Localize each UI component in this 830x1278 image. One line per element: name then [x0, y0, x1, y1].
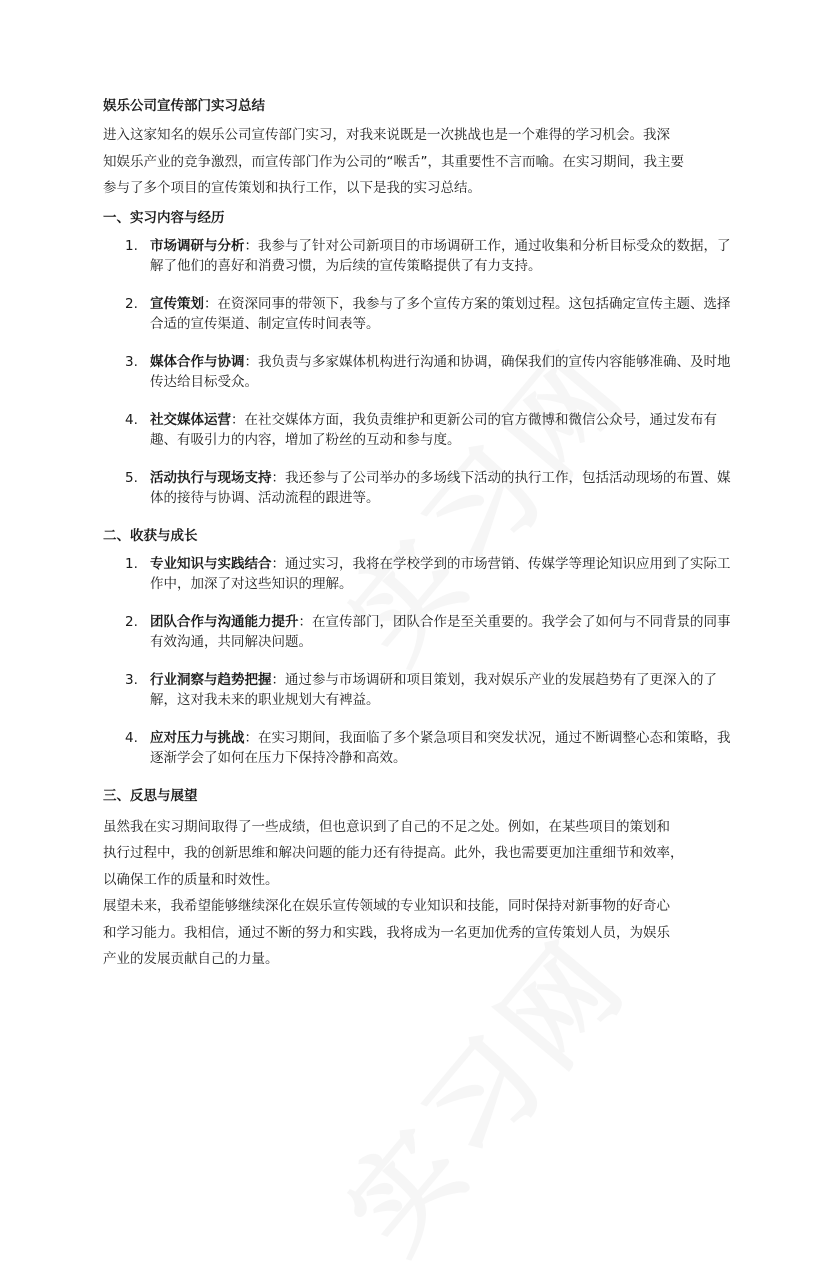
- document-page: [103, 96, 743, 973]
- item-separator: ：: [271, 671, 285, 688]
- outlook-paragraph: [103, 893, 743, 973]
- item-text: 在资深同事的带领下，我参与了多个宣传方案的策划过程。这包括确定宣传主题、选择合适的宣传渠道、制定宣传时间表等。: [150, 295, 731, 332]
- item-text: 我参与了针对公司新项目的市场调研工作，通过收集和分析目标受众的数据，了解了他们的喜好和消费习惯，为后续的宣传策略提供了有力支持。: [150, 237, 731, 274]
- item-label: 活动执行与现场支持: [150, 469, 272, 486]
- item-number: 4.: [125, 411, 138, 428]
- item-label: 专业知识与实践结合: [150, 555, 272, 572]
- growth-list: [103, 554, 743, 768]
- document-title: 娱乐公司宣传部门实习总结: [103, 98, 265, 114]
- list-item: [103, 294, 743, 334]
- outlook-line: 产业的发展贡献自己的力量。: [103, 951, 279, 967]
- item-separator: ：: [244, 729, 258, 746]
- intro-paragraph: [103, 122, 743, 202]
- item-separator: ：: [244, 353, 258, 370]
- list-item: [103, 670, 743, 710]
- item-text: 通过参与市场调研和项目策划，我对娱乐产业的发展趋势有了更深入的了解，这对我未来的职业规划大有裨益。: [150, 671, 717, 708]
- reflection-line: 执行过程中，我的创新思维和解决问题的能力还有待提高。此外，我也需要更加注重细节和效率，: [103, 845, 684, 861]
- item-number: 3.: [125, 353, 138, 370]
- intro-line: 参与了多个项目的宣传策划和执行工作，以下是我的实习总结。: [103, 180, 481, 196]
- item-label: 行业洞察与趋势把握: [150, 671, 272, 688]
- section-heading-experience: 一、实习内容与经历: [103, 209, 225, 226]
- list-item: [103, 236, 743, 276]
- list-item: [103, 410, 743, 450]
- item-label: 团队合作与沟通能力提升: [150, 613, 299, 630]
- item-number: 4.: [125, 729, 138, 746]
- item-label: 应对压力与挑战: [150, 729, 245, 746]
- outlook-line: 和学习能力。我相信，通过不断的努力和实践，我将成为一名更加优秀的宣传策划人员，为娱乐: [103, 924, 670, 941]
- intro-line: 知娱乐产业的竞争激烈，而宣传部门作为公司的“喉舌”，其重要性不言而喻。在实习期间，我主要: [103, 153, 684, 170]
- item-label: 媒体合作与协调: [150, 353, 245, 370]
- list-item: [103, 612, 743, 652]
- reflection-line: 虽然我在实习期间取得了一些成绩，但也意识到了自己的不足之处。例如，在某些项目的策划和: [103, 818, 670, 835]
- experience-list: [103, 236, 743, 508]
- item-separator: ：: [298, 613, 312, 630]
- item-number: 1.: [125, 237, 138, 254]
- section-heading-reflection: 三、反思与展望: [103, 787, 198, 804]
- item-text: 我还参与了公司举办的多场线下活动的执行工作，包括活动现场的布置、媒体的接待与协调、活动流程的跟进等。: [150, 469, 731, 506]
- list-item: [103, 554, 743, 594]
- item-separator: ：: [231, 411, 245, 428]
- item-separator: ：: [271, 555, 285, 572]
- item-text: 通过实习，我将在学校学到的市场营销、传媒学等理论知识应用到了实际工作中，加深了对这些知识的理解。: [150, 555, 731, 592]
- list-item: [103, 352, 743, 392]
- list-item: [103, 468, 743, 508]
- item-number: 3.: [125, 671, 138, 688]
- item-number: 1.: [125, 555, 138, 572]
- item-separator: ：: [204, 295, 218, 312]
- list-item: [103, 728, 743, 768]
- reflection-paragraph: [103, 814, 743, 894]
- item-label: 市场调研与分析: [150, 237, 245, 254]
- intro-line: 进入这家知名的娱乐公司宣传部门实习，对我来说既是一次挑战也是一个难得的学习机会。我深: [103, 127, 670, 143]
- outlook-line: 展望未来，我希望能够继续深化在娱乐宣传领域的专业知识和技能，同时保持对新事物的好奇心: [103, 898, 670, 914]
- item-number: 2.: [125, 295, 138, 312]
- item-label: 宣传策划: [150, 295, 204, 312]
- item-number: 5.: [125, 469, 138, 486]
- section-heading-growth: 二、收获与成长: [103, 527, 198, 544]
- item-text: 在实习期间，我面临了多个紧急项目和突发状况，通过不断调整心态和策略，我逐渐学会了如何在压力下保持冷静和高效。: [150, 729, 731, 766]
- item-text: 在宣传部门，团队合作是至关重要的。我学会了如何与不同背景的同事有效沟通，共同解决问题。: [150, 613, 731, 650]
- item-text: 在社交媒体方面，我负责维护和更新公司的官方微博和微信公众号，通过发布有趣、有吸引力的内容，增加了粉丝的互动和参与度。: [150, 411, 717, 448]
- item-text: 我负责与多家媒体机构进行沟通和协调，确保我们的宣传内容能够准确、及时地传达给目标受众。: [150, 353, 731, 390]
- item-number: 2.: [125, 613, 138, 630]
- item-separator: ：: [244, 237, 258, 254]
- item-label: 社交媒体运营: [150, 411, 231, 428]
- item-separator: ：: [271, 469, 285, 486]
- reflection-line: 以确保工作的质量和时效性。: [103, 871, 279, 888]
